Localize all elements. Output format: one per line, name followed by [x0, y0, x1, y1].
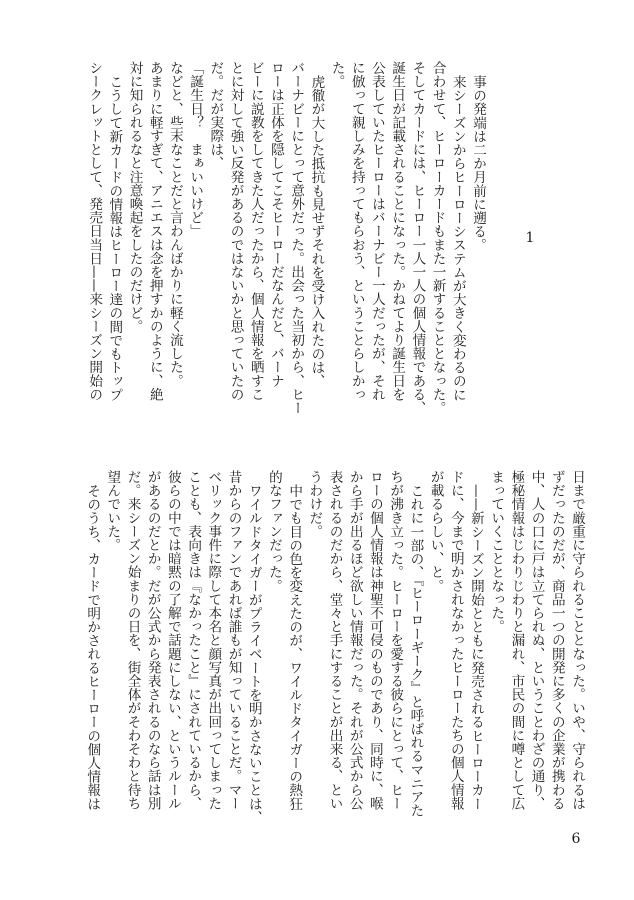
text-column: そのうち、カードで明かされるヒーローの個人情報は: [84, 483, 101, 810]
top-text-block: [84, 61, 488, 415]
text-column: が載るらしい、と。: [427, 470, 444, 593]
text-column: 誕生日が記載されることになった。かねてより誕生日を: [389, 61, 406, 401]
text-column: ——新シーズン開始とともに発売されるヒーローカー: [467, 483, 484, 810]
text-column: ことも、表向きは『なかったこと』にされているから、: [185, 470, 202, 810]
text-column: 中、人の口に戸は立てられぬ、ということわざの通り、: [528, 470, 545, 810]
text-column: バーナビーにとって意外だった。出会った当初から、ヒー: [288, 61, 305, 415]
text-column: 中でも目の色を変えたのが、ワイルドタイガーの熱狂: [286, 483, 303, 810]
text-column: これに一部の、『ヒーローギーク』と呼ばれるマニアた: [407, 483, 424, 817]
text-column: 日まで厳重に守られることとなった。いや、守られるは: [569, 470, 585, 810]
text-column: ビーに説教をしてきた人だったから、個人情報を晒すこ: [247, 61, 264, 401]
text-column: うわけだ。: [306, 470, 323, 538]
text-column: 合わせて、ヒーローカードもまた一新することとなった。: [429, 61, 446, 415]
text-column: があるのだとか。だが公式から発表されるのなら話は別: [144, 470, 161, 810]
text-column: ローの個人情報は神聖不可侵のものであり、同時に、喉: [366, 470, 383, 810]
chapter-number: 1: [525, 230, 535, 246]
bottom-text-block: [82, 470, 587, 824]
text-column: 事の発端は二か月前に遡る。: [470, 74, 486, 252]
text-column: 望んでいた。: [104, 470, 121, 552]
text-column: だ。来シーズン始まりの日を、街全体がそわそわと待ち: [124, 470, 141, 810]
text-column: こうして新カードの情報はヒーロー達の間でもトップ: [106, 74, 123, 401]
text-column: 公表していたヒーローはバーナビー一人だったが、それ: [368, 61, 385, 401]
text-column: そしてカードには、ヒーロー一人一人の個人情報である、: [409, 61, 426, 415]
text-column: 表されるのだから、堂々と手にすることが出来る、とい: [326, 470, 343, 810]
text-column: シークレットとして、発売日当日——来シーズン開始の: [86, 61, 103, 401]
text-column: とに対して強い反発があるのではないかと思っていたの: [227, 61, 244, 401]
text-column: 彼らの中では暗黙の了解で話題にしない、というルール: [164, 470, 181, 810]
text-column: ローは正体を隠してこそヒーローだなんだと、バーナ: [267, 61, 284, 388]
text-column: 昔からのファンであれば誰もが知っていることだ。マー: [225, 470, 242, 810]
dialogue-column: 「誕生日？ まぁいいけど」: [187, 61, 204, 238]
page-number: 6: [571, 831, 581, 847]
text-column: などと、些末なことだと言わんばかりに軽く流した。: [166, 61, 183, 388]
text-column: 来シーズンからヒーローシステムが大きく変わるのに: [449, 74, 466, 401]
text-column: あまりに軽すぎて、アニエスは念を押すかのように、絶: [146, 61, 163, 401]
text-column: まっていくこととなった。: [488, 470, 505, 634]
text-column: ワイルドタイガーがプライベートを明かさないことは、: [245, 483, 262, 824]
text-column: ドに、今まで明かされなかったヒーローたちの個人情報: [447, 470, 464, 810]
text-column: 極秘情報はじわりじわりと漏れ、市民の間に噂として広: [508, 470, 525, 810]
text-column: 虎徹が大した抵抗も見せずそれを受け入れたのは、: [308, 74, 325, 388]
text-column: ベリック事件に際して本名と顔写真が出回ってしまった: [205, 470, 222, 810]
text-column: だ。だが実際は、: [207, 61, 224, 170]
text-column: に倣って親しみを持ってもらおう、ということらしかっ: [348, 61, 365, 401]
text-column: ずだったのだが、商品一つの開発に多くの企業が携わる: [548, 470, 565, 810]
text-column: た。: [328, 61, 345, 89]
text-column: から手が出るほど欲しい情報だった。それが公式から公: [346, 470, 363, 810]
text-column: ちが沸き立った。ヒーローを愛する彼らにとって、ヒー: [387, 470, 404, 810]
text-column: 対に知られるなと注意喚起をしたのだけど。: [126, 61, 143, 333]
text-column: 的なファンだった。: [265, 470, 282, 593]
